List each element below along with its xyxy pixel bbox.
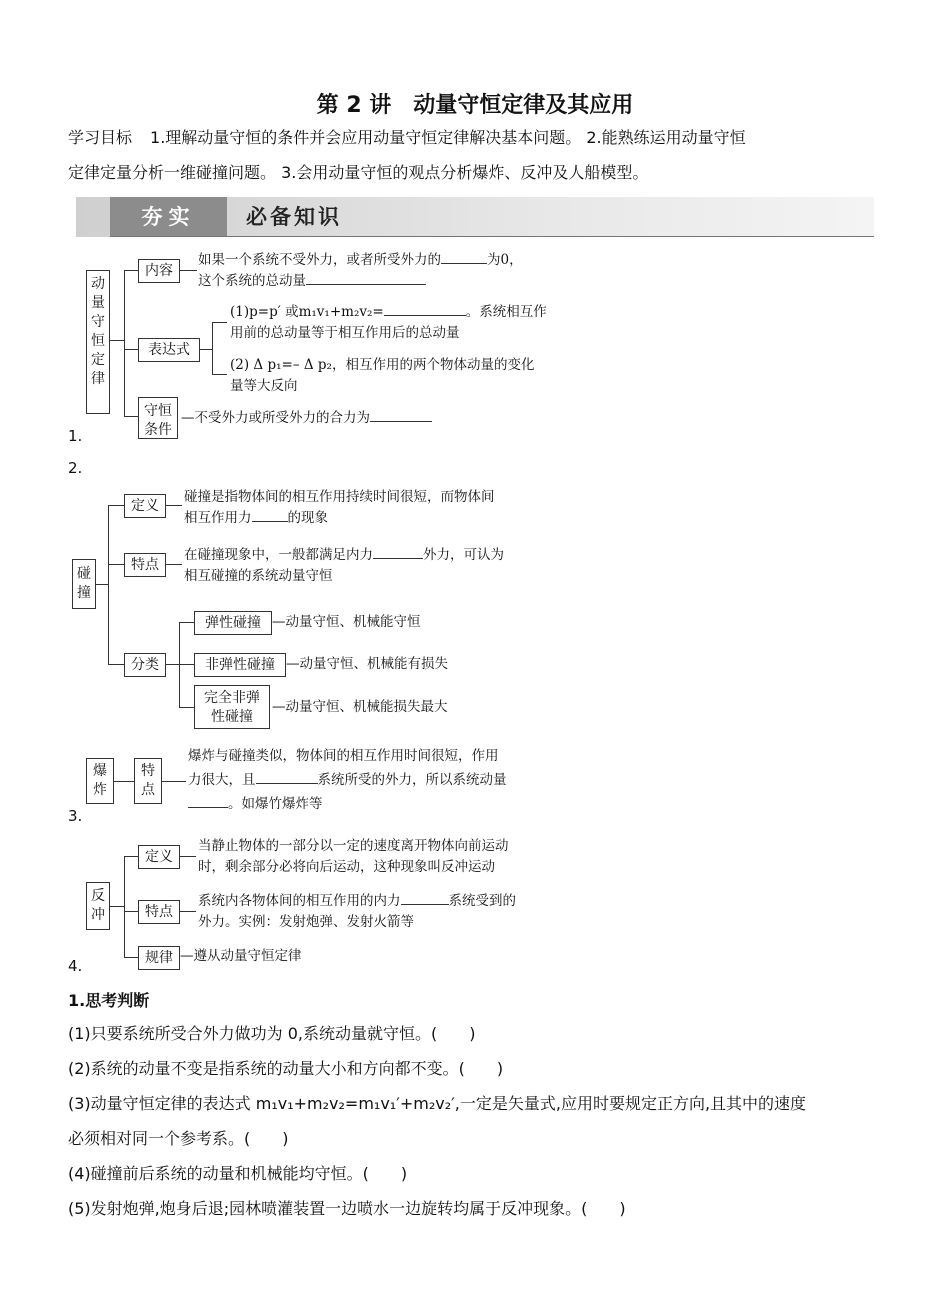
d4-root-box: 反 冲 <box>86 882 110 930</box>
question-3-line1: (3)动量守恒定律的表达式 m₁v₁+m₂v₂=m₁v₁′+m₂v₂′,一定是矢量式,应用时要规定正方向,且其中的速度 <box>68 1094 807 1113</box>
d1-condition-text: —不受外力或所受外力的合力为 <box>181 408 432 429</box>
d4-number: 4. <box>68 957 83 975</box>
d4-definition-line1: 当静止物体的一部分以一定的速度离开物体向前运动 <box>198 838 509 854</box>
questions-heading: 1.思考判断 <box>68 991 150 1010</box>
question-2: (2)系统的动量不变是指系统的动量大小和方向都不变。( ) <box>68 1059 504 1078</box>
question-1: (1)只要系统所受合外力做功为 0,系统动量就守恒。( ) <box>68 1024 476 1043</box>
d4-definition-label: 定义 <box>138 845 180 869</box>
learning-goals <box>68 120 883 190</box>
d1-root-box: 动 量 守 恒 定 律 <box>86 270 110 414</box>
d2-classification-label: 分类 <box>124 653 166 677</box>
d3-root-box: 爆 炸 <box>86 758 114 804</box>
d2-inelastic-text: —动量守恒、机械能有损失 <box>286 656 448 672</box>
d2-perfect-inelastic-text: —动量守恒、机械能损失最大 <box>272 699 448 715</box>
d3-line1: 爆炸与碰撞类似，物体间的相互作用时间很短，作用 <box>188 748 499 764</box>
goals-line-2: 定律定量分析一维碰撞问题。 3.会用动量守恒的观点分析爆炸、反冲及人船模型。 <box>68 163 649 182</box>
d2-feature-line2: 相互碰撞的系统动量守恒 <box>184 568 333 584</box>
d3-feature-label: 特 点 <box>134 758 162 804</box>
d3-line2: 力很大，且 系统所受的外力，所以系统动量 <box>188 772 507 788</box>
d2-root-box: 碰 撞 <box>72 559 96 609</box>
d2-definition-line1: 碰撞是指物体间的相互作用持续时间很短，而物体间 <box>184 489 495 505</box>
d2-elastic-label: 弹性碰撞 <box>194 611 272 635</box>
d1-expr-label: 表达式 <box>138 338 200 362</box>
d2-number: 2. <box>68 459 83 477</box>
d2-inelastic-label: 非弹性碰撞 <box>194 653 286 677</box>
d1-content-label: 内容 <box>138 259 180 283</box>
d2-feature-line1: 在碰撞现象中，一般都满足内力 外力，可认为 <box>184 547 504 563</box>
d1-condition-label: 守恒 条件 <box>138 397 178 439</box>
d1-content-line1: 如果一个系统不受外力，或者所受外力的 为0， <box>198 252 523 268</box>
d2-definition-label: 定义 <box>124 494 166 518</box>
d2-perfect-inelastic-label: 完全非弹 性碰撞 <box>194 685 270 729</box>
d2-feature-label: 特点 <box>124 553 166 577</box>
d4-feature-line2: 外力。实例：发射炮弹、发射火箭等 <box>198 914 414 930</box>
d4-definition-line2: 时，剩余部分必将向后运动，这种现象叫反冲运动 <box>198 859 495 875</box>
d1-number: 1. <box>68 427 83 445</box>
banner-tab: 夯实 <box>110 197 227 237</box>
d1-expr1-line1: (1)p=p′ 或m₁v₁+m₂v₂= 。系统相互作 <box>230 304 547 320</box>
d4-law-text: —遵从动量守恒定律 <box>180 948 302 964</box>
section-banner <box>76 197 874 237</box>
d1-expr1-line2: 用前的总动量等于相互作用后的总动量 <box>230 325 460 341</box>
banner-title: 必备知识 <box>246 205 342 229</box>
question-3-line2: 必须相对同一个参考系。( ) <box>68 1129 289 1148</box>
d1-expr2-line2: 量等大反向 <box>230 378 298 394</box>
question-5: (5)发射炮弹,炮身后退;园林喷灌装置一边喷水一边旋转均属于反冲现象。( ) <box>68 1199 626 1218</box>
page-title: 第 2 讲 动量守恒定律及其应用 <box>316 93 634 118</box>
d4-feature-line1: 系统内各物体间的相互作用的内力 系统受到的 <box>198 893 516 909</box>
goals-label: 学习目标 <box>68 128 133 147</box>
question-4: (4)碰撞前后系统的动量和机械能均守恒。( ) <box>68 1164 408 1183</box>
d3-line3: 。如爆竹爆炸等 <box>188 794 323 815</box>
d2-definition-line2: 相互作用力 的现象 <box>184 510 328 526</box>
d1-content-line2: 这个系统的总动量 <box>198 271 426 292</box>
goals-line-1: 学习目标 1.理解动量守恒的条件并会应用动量守恒定律解决基本问题。 2.能熟练运用动量守恒 <box>68 128 746 147</box>
d2-elastic-text: —动量守恒、机械能守恒 <box>272 614 421 630</box>
d4-law-label: 规律 <box>138 946 180 970</box>
d1-expr2-line1: (2) Δ p₁=– Δ p₂，相互作用的两个物体动量的变化 <box>230 357 535 373</box>
d4-feature-label: 特点 <box>138 900 180 924</box>
d3-number: 3. <box>68 807 83 825</box>
